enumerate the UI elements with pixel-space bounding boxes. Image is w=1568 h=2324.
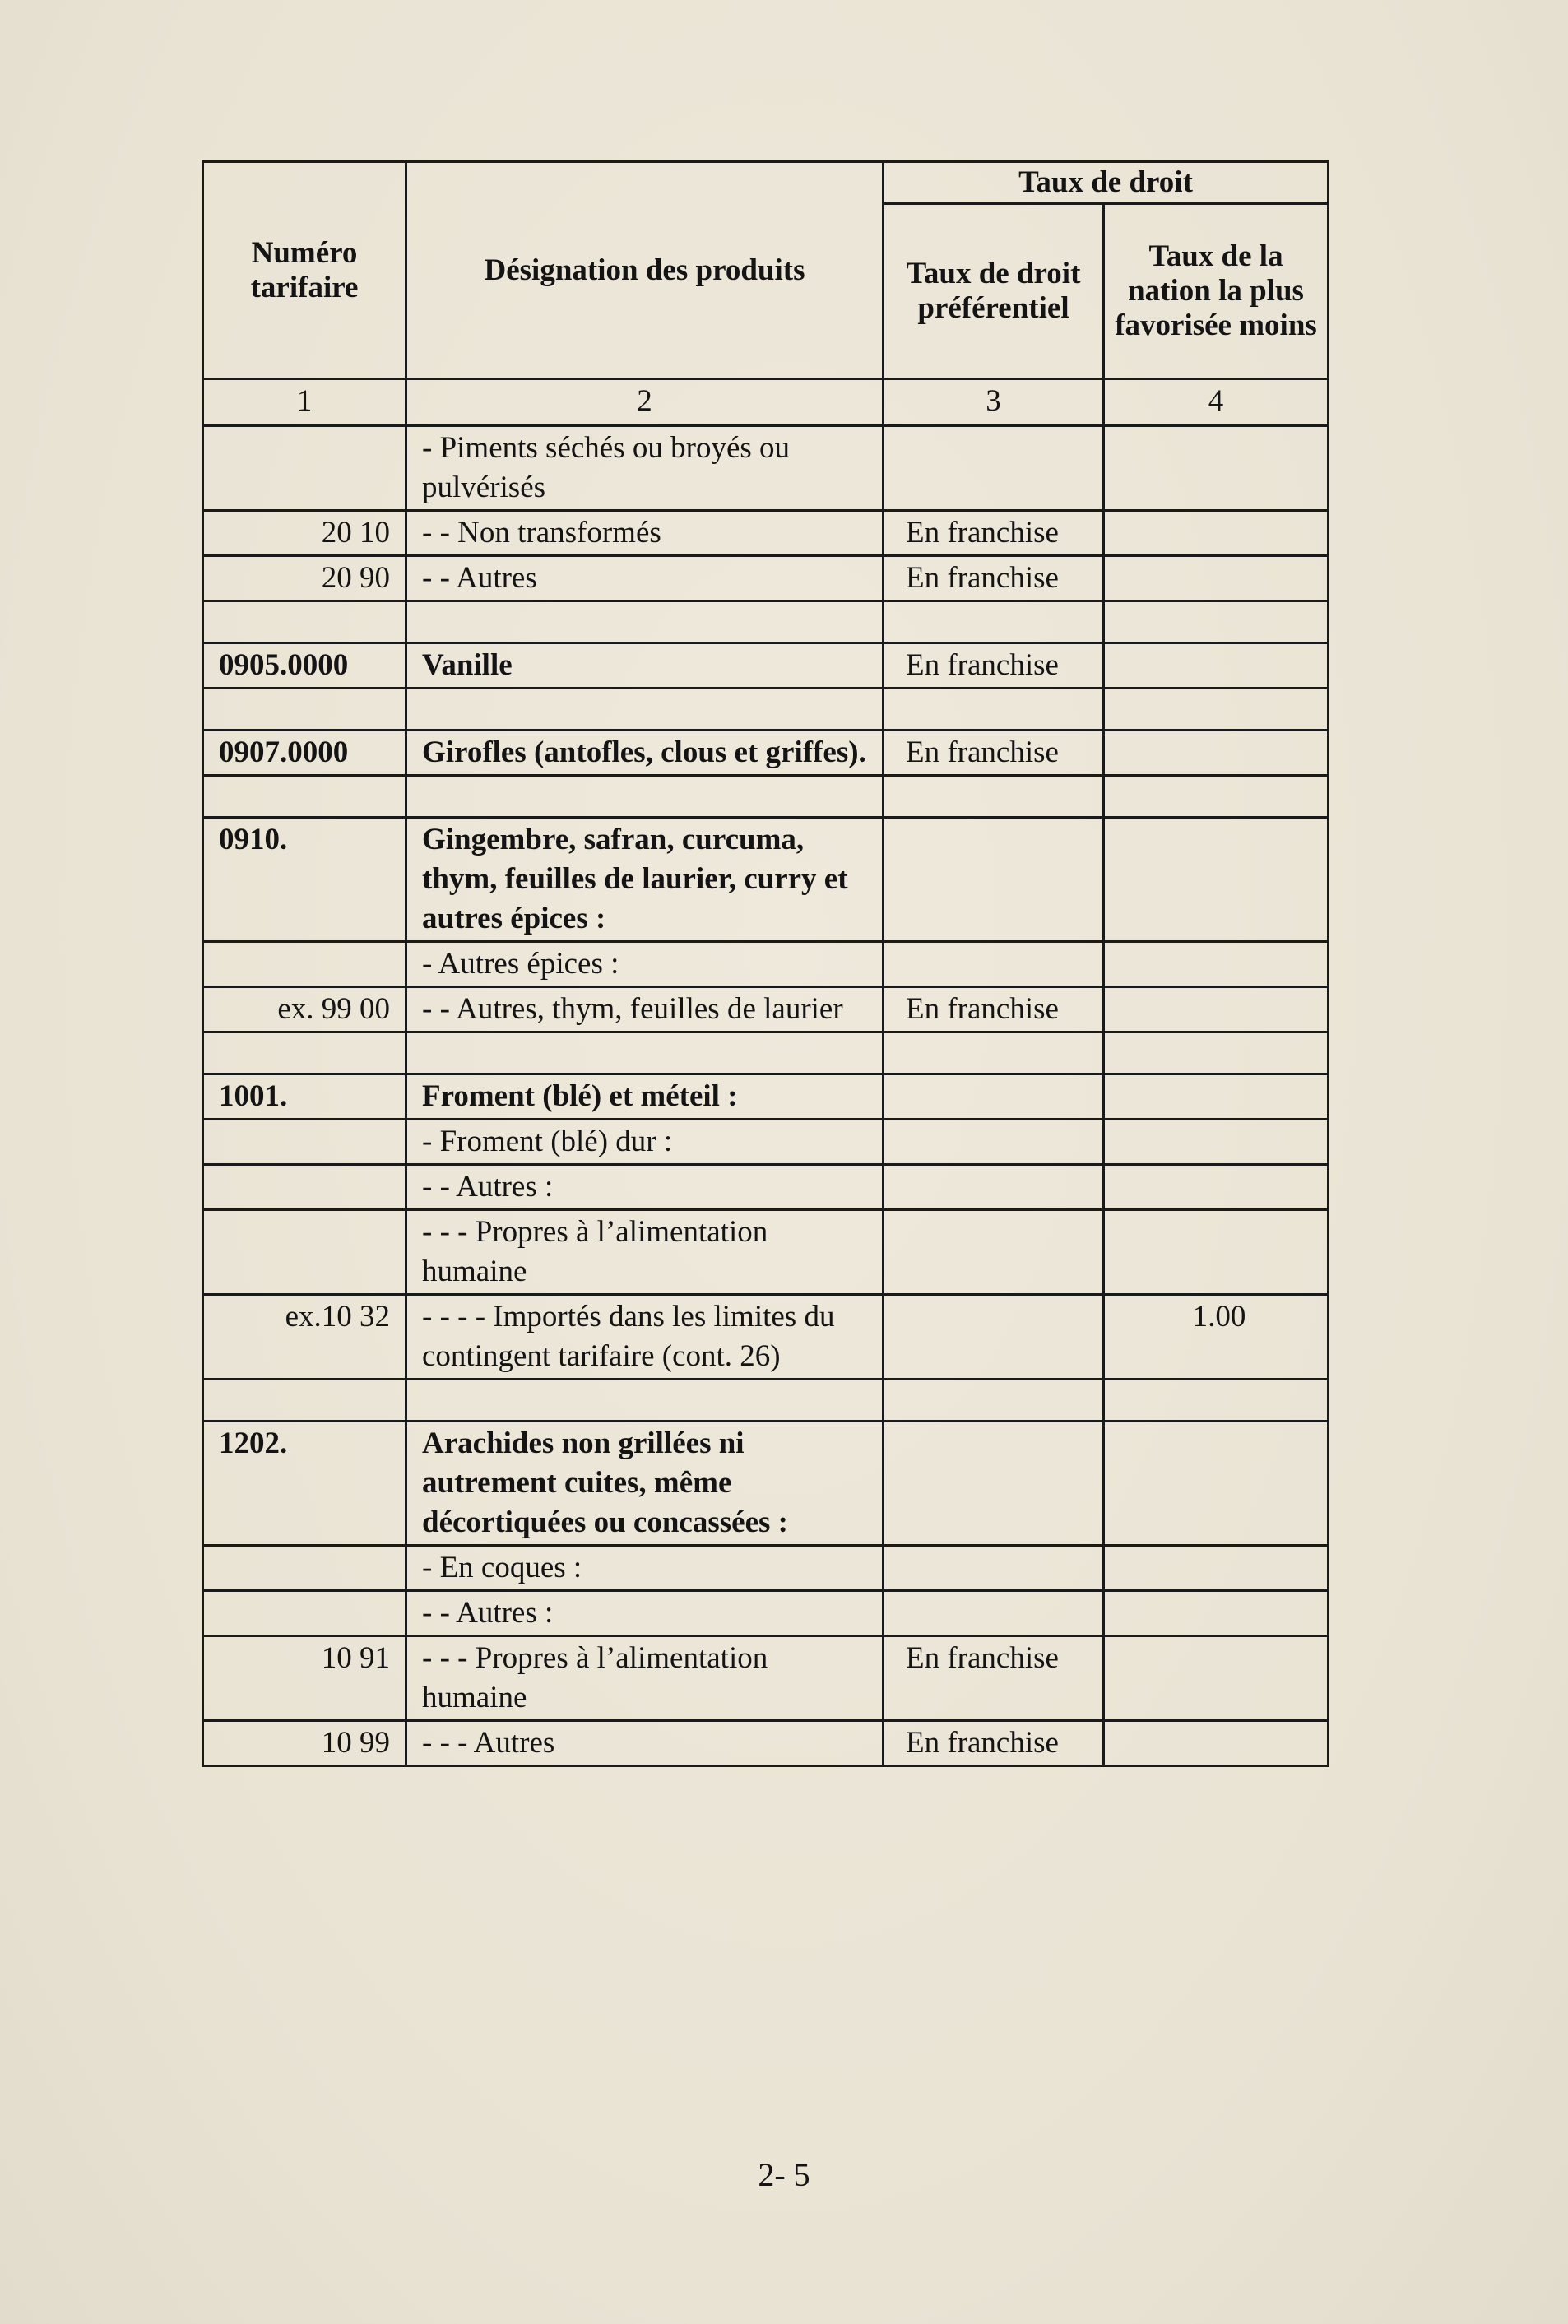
preferential-rate-cell: [884, 1165, 1104, 1210]
product-description-cell: Arachides non grillées ni autrement cuites, même décortiquées ou concassées :: [406, 1422, 884, 1546]
product-description-cell: - - Autres, thym, feuilles de laurier: [406, 987, 884, 1032]
mfn-rate-cell: [1104, 731, 1329, 776]
preferential-rate-cell: [884, 942, 1104, 987]
product-description-cell: - - Autres :: [406, 1165, 884, 1210]
column-number-1: 1: [203, 379, 406, 426]
tariff-number-cell: 1001.: [203, 1074, 406, 1120]
mfn-rate-cell: [1104, 942, 1329, 987]
header-tariff-number: Numéro tarifaire: [203, 162, 406, 379]
mfn-rate-cell: 1.00: [1104, 1295, 1329, 1380]
preferential-rate-cell: [884, 1380, 1104, 1422]
header-mfn-rate: Taux de la nation la plus favorisée moins: [1104, 204, 1329, 379]
preferential-rate-cell: En franchise: [884, 1636, 1104, 1721]
preferential-rate-cell: [884, 1591, 1104, 1636]
table-row: [203, 1380, 1329, 1422]
product-description-cell: [406, 689, 884, 731]
product-description-cell: Froment (blé) et méteil :: [406, 1074, 884, 1120]
mfn-rate-cell: [1104, 601, 1329, 643]
tariff-number-cell: [203, 1591, 406, 1636]
tariff-number-cell: [203, 601, 406, 643]
preferential-rate-cell: En franchise: [884, 731, 1104, 776]
table-row: [203, 1636, 1329, 1721]
preferential-rate-cell: En franchise: [884, 987, 1104, 1032]
table-row: [203, 1165, 1329, 1210]
preferential-rate-cell: En franchise: [884, 511, 1104, 556]
table-row: [203, 601, 1329, 643]
header-product-description: Désignation des produits: [406, 162, 884, 379]
tariff-number-cell: 20 10: [203, 511, 406, 556]
tariff-number-cell: [203, 1546, 406, 1591]
table-row: [203, 1032, 1329, 1074]
mfn-rate-cell: [1104, 1591, 1329, 1636]
preferential-rate-cell: En franchise: [884, 643, 1104, 689]
table-row: [203, 1591, 1329, 1636]
mfn-rate-cell: [1104, 1422, 1329, 1546]
tariff-number-cell: 0907.0000: [203, 731, 406, 776]
tariff-number-cell: [203, 1120, 406, 1165]
mfn-rate-cell: [1104, 987, 1329, 1032]
product-description-cell: - - Non transformés: [406, 511, 884, 556]
mfn-rate-cell: [1104, 1120, 1329, 1165]
tariff-number-cell: 20 90: [203, 556, 406, 601]
tariff-number-cell: 10 99: [203, 1721, 406, 1766]
preferential-rate-cell: En franchise: [884, 556, 1104, 601]
table-row: [203, 1074, 1329, 1120]
table-row: [203, 426, 1329, 511]
product-description-cell: - Piments séchés ou broyés ou pulvérisés: [406, 426, 884, 511]
mfn-rate-cell: [1104, 643, 1329, 689]
product-description-cell: Vanille: [406, 643, 884, 689]
column-number-3: 3: [884, 379, 1104, 426]
tariff-table: [202, 160, 1329, 1767]
mfn-rate-cell: [1104, 511, 1329, 556]
tariff-number-cell: [203, 1165, 406, 1210]
product-description-cell: - - - Propres à l’alimentation humaine: [406, 1210, 884, 1295]
mfn-rate-cell: [1104, 1210, 1329, 1295]
preferential-rate-cell: [884, 1032, 1104, 1074]
tariff-number-cell: [203, 1032, 406, 1074]
product-description-cell: [406, 1380, 884, 1422]
mfn-rate-cell: [1104, 1165, 1329, 1210]
product-description-cell: - En coques :: [406, 1546, 884, 1591]
product-description-cell: - - - Autres: [406, 1721, 884, 1766]
mfn-rate-cell: [1104, 1721, 1329, 1766]
tariff-number-cell: [203, 1210, 406, 1295]
mfn-rate-cell: [1104, 818, 1329, 942]
tariff-number-cell: [203, 942, 406, 987]
tariff-number-cell: [203, 426, 406, 511]
tariff-number-cell: 1202.: [203, 1422, 406, 1546]
preferential-rate-cell: [884, 1074, 1104, 1120]
mfn-rate-cell: [1104, 1636, 1329, 1721]
product-description-cell: - Autres épices :: [406, 942, 884, 987]
tariff-number-cell: 0905.0000: [203, 643, 406, 689]
table-row: [203, 1546, 1329, 1591]
mfn-rate-cell: [1104, 689, 1329, 731]
product-description-cell: Gingembre, safran, curcuma, thym, feuilles de laurier, curry et autres épices :: [406, 818, 884, 942]
product-description-cell: - Froment (blé) dur :: [406, 1120, 884, 1165]
preferential-rate-cell: [884, 689, 1104, 731]
header-preferential-rate: Taux de droit préférentiel: [884, 204, 1104, 379]
product-description-cell: - - - Propres à l’alimentation humaine: [406, 1636, 884, 1721]
table-row: [203, 731, 1329, 776]
mfn-rate-cell: [1104, 1380, 1329, 1422]
preferential-rate-cell: [884, 1422, 1104, 1546]
table-row: [203, 1422, 1329, 1546]
column-number-2: 2: [406, 379, 884, 426]
preferential-rate-cell: [884, 426, 1104, 511]
table-row: [203, 689, 1329, 731]
product-description-cell: - - - - Importés dans les limites du contingent tarifaire (cont. 26): [406, 1295, 884, 1380]
product-description-cell: [406, 776, 884, 818]
preferential-rate-cell: [884, 1120, 1104, 1165]
preferential-rate-cell: [884, 818, 1104, 942]
table-row: [203, 942, 1329, 987]
preferential-rate-cell: [884, 1546, 1104, 1591]
tariff-number-cell: 0910.: [203, 818, 406, 942]
table-row: [203, 511, 1329, 556]
mfn-rate-cell: [1104, 426, 1329, 511]
product-description-cell: - - Autres :: [406, 1591, 884, 1636]
preferential-rate-cell: En franchise: [884, 1721, 1104, 1766]
mfn-rate-cell: [1104, 776, 1329, 818]
table-row: [203, 1295, 1329, 1380]
tariff-number-cell: 10 91: [203, 1636, 406, 1721]
tariff-number-cell: [203, 1380, 406, 1422]
preferential-rate-cell: [884, 1295, 1104, 1380]
tariff-number-cell: ex.10 32: [203, 1295, 406, 1380]
preferential-rate-cell: [884, 1210, 1104, 1295]
table-row: [203, 776, 1329, 818]
header-duty-rate: Taux de droit: [884, 162, 1329, 204]
tariff-number-cell: ex. 99 00: [203, 987, 406, 1032]
product-description-cell: [406, 601, 884, 643]
tariff-number-cell: [203, 776, 406, 818]
tariff-number-cell: [203, 689, 406, 731]
table-row: [203, 556, 1329, 601]
mfn-rate-cell: [1104, 1032, 1329, 1074]
column-number-4: 4: [1104, 379, 1329, 426]
product-description-cell: [406, 1032, 884, 1074]
table-row: [203, 643, 1329, 689]
table-row: [203, 818, 1329, 942]
table-row: [203, 1210, 1329, 1295]
mfn-rate-cell: [1104, 556, 1329, 601]
preferential-rate-cell: [884, 601, 1104, 643]
product-description-cell: - - Autres: [406, 556, 884, 601]
tariff-table-body: [203, 426, 1329, 1766]
table-row: [203, 987, 1329, 1032]
page-number: 2- 5: [758, 2156, 810, 2193]
table-row: [203, 1120, 1329, 1165]
product-description-cell: Girofles (antofles, clous et griffes).: [406, 731, 884, 776]
mfn-rate-cell: [1104, 1074, 1329, 1120]
table-row: [203, 1721, 1329, 1766]
preferential-rate-cell: [884, 776, 1104, 818]
mfn-rate-cell: [1104, 1546, 1329, 1591]
